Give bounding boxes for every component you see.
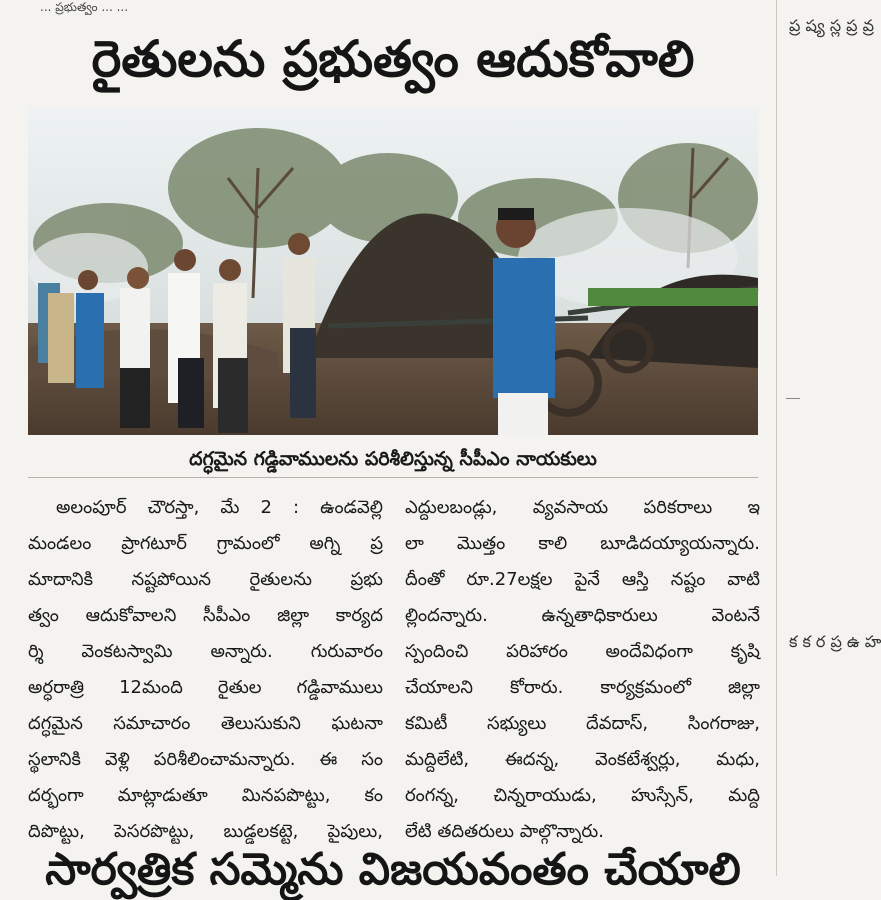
body-text-line: మండలం ప్రాగటూర్ గ్రామంలో అగ్ని ప్ర — [28, 533, 383, 554]
body-text-line: కమిటీ సభ్యులు దేవదాస్, సింగరాజు, — [405, 713, 760, 734]
column-divider — [776, 0, 777, 876]
body-text-line: లేటి తదితరులు పాల్గొన్నారు. — [405, 821, 604, 842]
article-body-left-column — [28, 490, 383, 850]
photo-caption: దగ్ధమైన గడ్డివాములను పరిశీలిస్తున్న సీపీఎం నాయకులు — [28, 440, 758, 478]
adjacent-column-text: క క ర ప్ర ఉ హ — [789, 632, 881, 651]
body-text-line: రంగన్న, చిన్నరాయుడు, హుస్సేన్, మద్ది — [405, 785, 760, 806]
body-text-line: దర్భంగా మాట్లాడుతూ మినపపొట్టు, కం — [28, 785, 383, 806]
article-headline: రైతులను ప్రభుత్వం ఆదుకోవాలి — [91, 30, 695, 88]
body-text-line: ఎద్దులబండ్లు, వ్యవసాయ పరికరాలు ఇ — [405, 497, 760, 518]
body-text-line: మద్దిలేటి, ఈదన్న, వెంకటేశ్వర్లు, మధు, — [405, 749, 760, 770]
edge-divider — [786, 398, 800, 399]
body-text-line: స్థలానికి వెళ్లి పరిశీలించామన్నారు. ఈ సం — [28, 749, 383, 770]
previous-article-strip: ... ప్రభుత్వం ... ... — [40, 0, 129, 14]
next-article-headline: సార్వత్రిక సమ్మెను విజయవంతం చేయాలి — [45, 844, 741, 895]
article-body-right-column — [405, 490, 760, 850]
body-text-line: స్పందించి పరిహారం అందేవిధంగా కృషి — [405, 641, 760, 662]
body-text-line: దగ్ధమైన సమాచారం తెలుసుకుని ఘటనా — [28, 713, 383, 734]
body-text-line: చేయాలని కోరారు. కార్యక్రమంలో జిల్లా — [405, 677, 760, 698]
body-text-line: అర్ధరాత్రి 12మంది రైతుల గడ్డివాములు — [28, 677, 383, 698]
body-text-line: అలంపూర్ చౌరస్తా, మే 2 : ఉండవెల్లి — [56, 497, 383, 518]
body-text-line: మాదానికి నష్టపోయిన రైతులను ప్రభు — [28, 569, 383, 590]
news-photo — [28, 108, 758, 435]
body-text-line: త్వం ఆదుకోవాలని సీపీఎం జిల్లా కార్యద — [28, 605, 383, 626]
body-text-line: ల్లిందన్నారు. ఉన్నతాధికారులు వెంటనే — [405, 605, 760, 626]
body-text-line: దీంతో రూ.27లక్షల పైనే ఆస్తి నష్టం వాటి — [405, 569, 760, 590]
adjacent-column-text: ప్ర ష్య స్ల ప్ర వ్ర — [789, 16, 874, 35]
body-text-line: దిపొట్టు, పెసరపొట్టు, బుడ్డలకట్టె, పైపులు, — [28, 821, 383, 842]
body-text-line: ర్శి వెంకటస్వామి అన్నారు. గురువారం — [28, 641, 383, 662]
body-text-line: లా మొత్తం కాలి బూడిదయ్యాయన్నారు. — [405, 533, 760, 554]
